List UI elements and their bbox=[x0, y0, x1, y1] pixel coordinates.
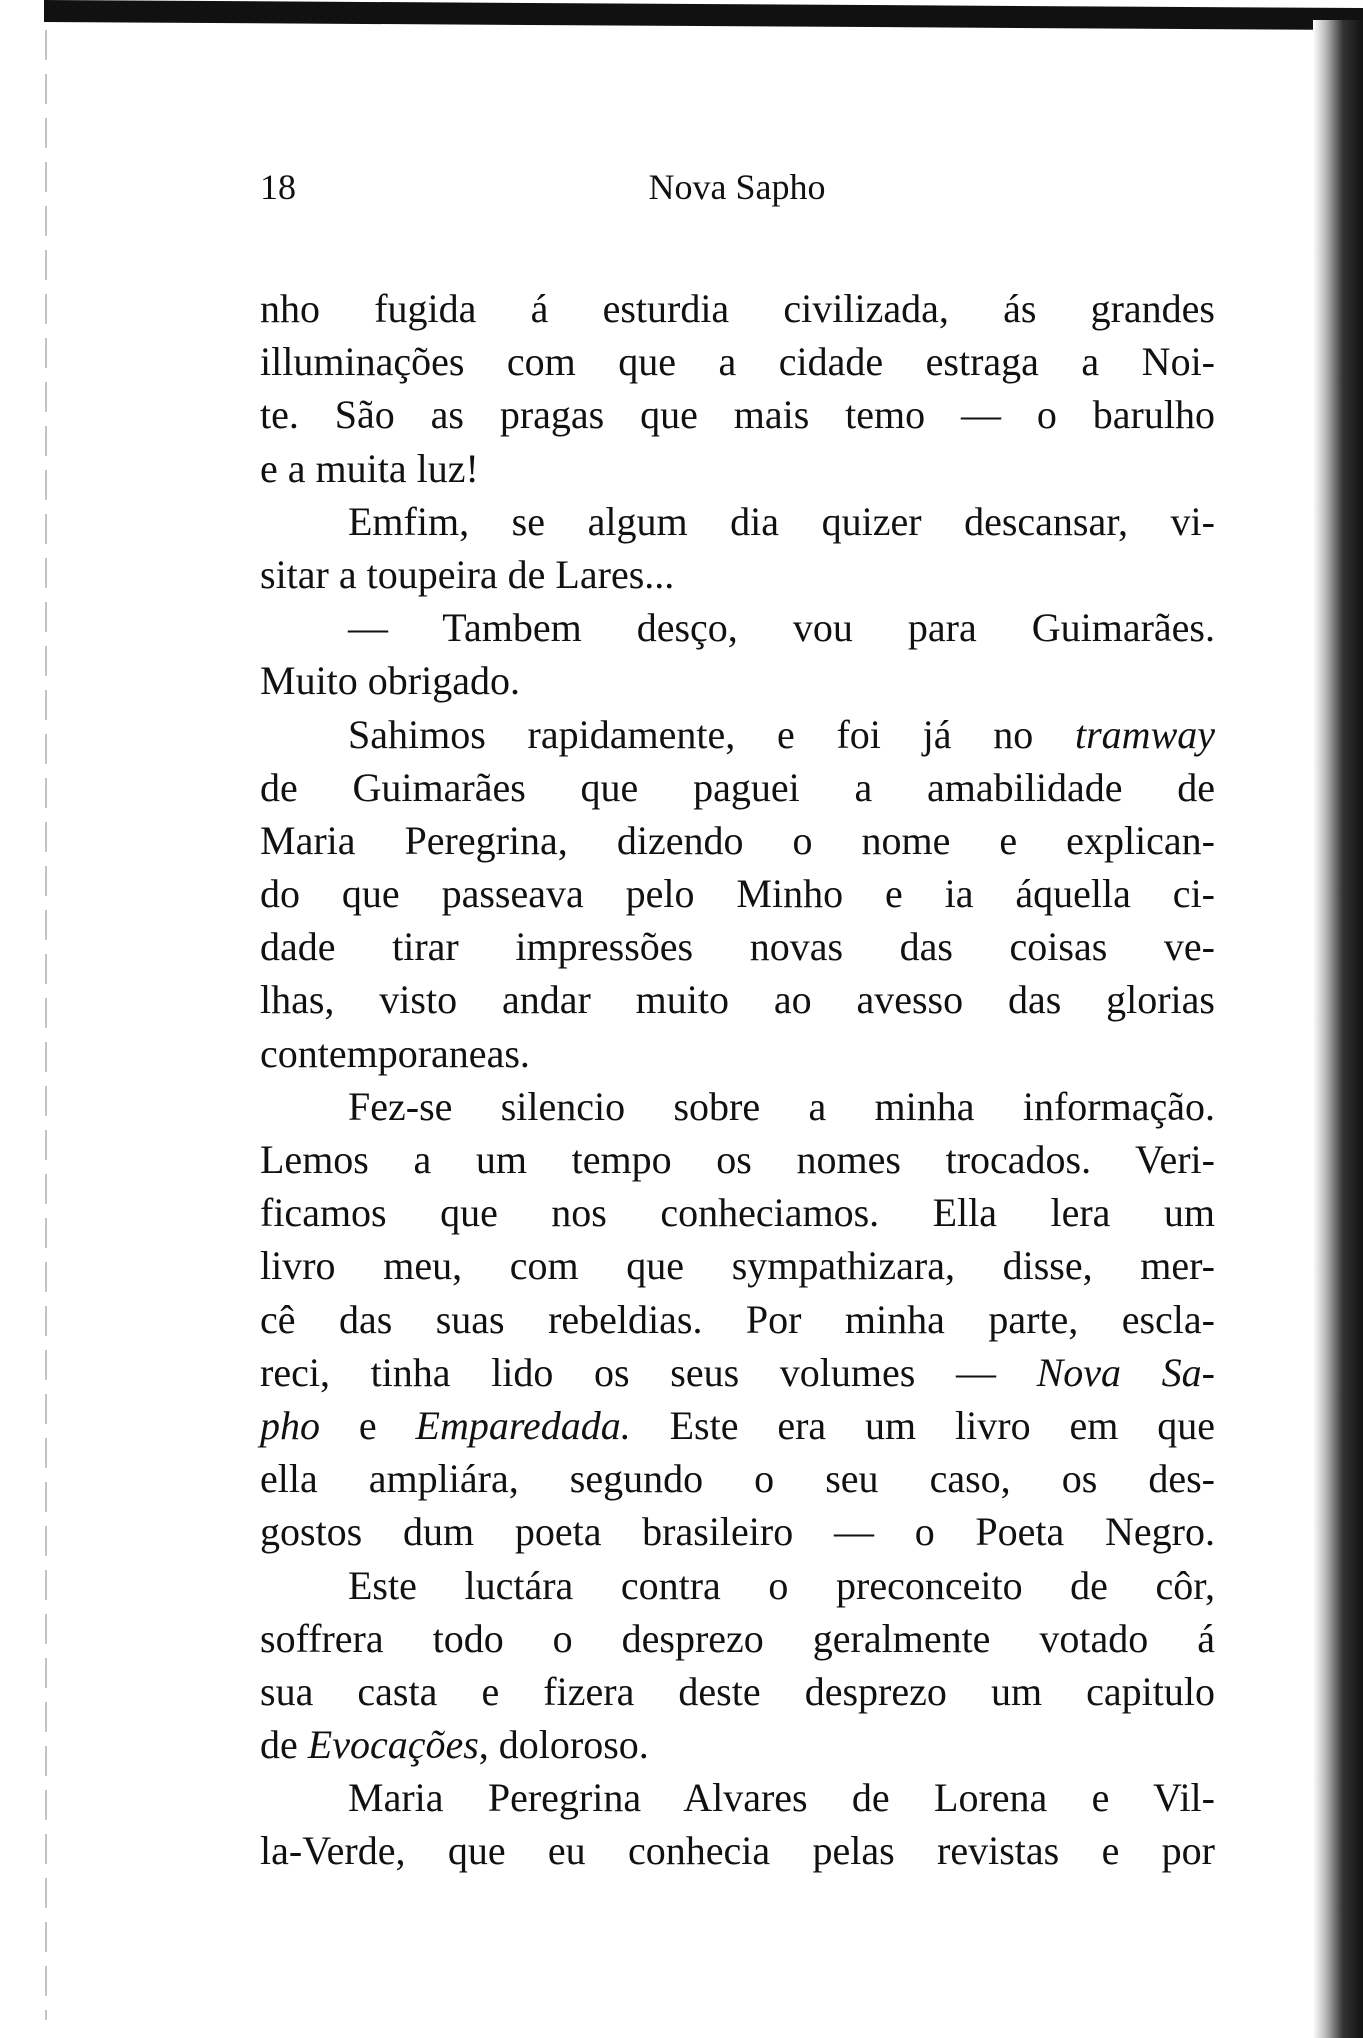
text-segment: Fez-se silencio sobre a minha informação. bbox=[348, 1083, 1215, 1129]
text-line bbox=[260, 388, 1215, 441]
text-segment: de bbox=[260, 1722, 308, 1768]
running-title: Nova Sapho bbox=[648, 167, 826, 207]
text-segment: Sahimos rapidamente, e foi já no bbox=[348, 711, 1075, 757]
text-segment: gostos dum poeta brasileiro — o Poeta Negro. bbox=[260, 1509, 1215, 1555]
text-line bbox=[260, 1452, 1215, 1505]
text-segment: nho fugida á esturdia civilizada, ás grandes bbox=[260, 286, 1215, 331]
italic-text: Emparedada. bbox=[415, 1402, 631, 1448]
text-line bbox=[260, 1027, 1215, 1080]
text-segment: ella ampliára, segundo o seu caso, os des- bbox=[260, 1456, 1215, 1502]
text-segment: la-Verde, que eu conhecia pelas revistas e por bbox=[260, 1828, 1215, 1874]
text-segment: e bbox=[320, 1402, 416, 1448]
text-segment: Lemos a um tempo os nomes trocados. Veri- bbox=[260, 1137, 1215, 1182]
text-line bbox=[260, 814, 1215, 867]
text-segment: Este luctára contra o preconceito de côr, bbox=[348, 1562, 1215, 1608]
text-line bbox=[260, 1559, 1215, 1612]
text-line bbox=[260, 548, 1215, 601]
text-segment: illuminações com que a cidade estraga a Noi- bbox=[260, 339, 1215, 385]
text-line bbox=[260, 654, 1215, 707]
text-segment: Emfim, se algum dia quizer descansar, vi- bbox=[348, 498, 1215, 544]
text-line bbox=[260, 1612, 1215, 1665]
text-segment: cê das suas rebeldias. Por minha parte, escla- bbox=[260, 1296, 1215, 1342]
text-line bbox=[260, 1239, 1215, 1292]
text-line bbox=[260, 1293, 1215, 1346]
text-segment: Maria Peregrina Alvares de Lorena e Vil- bbox=[348, 1775, 1215, 1821]
italic-text: Nova Sa- bbox=[1036, 1349, 1215, 1395]
text-segment: Muito obrigado. bbox=[260, 658, 520, 704]
text-line bbox=[260, 920, 1215, 973]
text-line bbox=[260, 1080, 1215, 1133]
text-line bbox=[260, 1505, 1215, 1558]
text-segment: soffrera todo o desprezo geralmente votado á bbox=[260, 1615, 1215, 1661]
page-number: 18 bbox=[260, 167, 296, 207]
text-line bbox=[260, 495, 1215, 548]
italic-text: pho bbox=[260, 1402, 320, 1448]
text-line bbox=[260, 708, 1215, 761]
text-line bbox=[260, 1133, 1215, 1186]
text-segment: contemporaneas. bbox=[260, 1030, 530, 1076]
text-segment: Maria Peregrina, dizendo o nome e explican- bbox=[260, 817, 1215, 863]
text-line bbox=[260, 761, 1215, 814]
italic-text: Evocações bbox=[307, 1722, 479, 1768]
text-segment: livro meu, com que sympathizara, disse, mer- bbox=[260, 1243, 1215, 1289]
text-line bbox=[260, 973, 1215, 1026]
text-line bbox=[260, 1186, 1215, 1239]
scan-page-edge bbox=[1313, 20, 1363, 2038]
body-text bbox=[260, 282, 1215, 1878]
text-segment: , doloroso. bbox=[478, 1722, 649, 1768]
text-segment: ficamos que nos conheciamos. Ella lera um bbox=[260, 1190, 1215, 1236]
text-segment: lhas, visto andar muito ao avesso das glorias bbox=[260, 977, 1215, 1023]
text-line bbox=[260, 601, 1215, 654]
scan-left-margin bbox=[45, 30, 47, 2020]
text-line bbox=[260, 1399, 1215, 1452]
text-segment: sitar a toupeira de Lares... bbox=[260, 551, 675, 597]
text-line bbox=[260, 867, 1215, 920]
italic-text: tramway bbox=[1075, 711, 1215, 757]
text-segment: e a muita luz! bbox=[260, 445, 479, 491]
text-line bbox=[260, 1665, 1215, 1718]
text-segment: — Tambem desço, vou para Guimarães. bbox=[348, 605, 1215, 651]
text-segment: sua casta e fizera deste desprezo um capitulo bbox=[260, 1668, 1215, 1714]
text-line bbox=[260, 282, 1215, 335]
text-segment: dade tirar impressões novas das coisas ve- bbox=[260, 924, 1215, 970]
text-line bbox=[260, 335, 1215, 388]
text-segment: de Guimarães que paguei a amabilidade de bbox=[260, 764, 1215, 810]
text-line bbox=[260, 1346, 1215, 1399]
text-segment: Este era um livro em que bbox=[630, 1402, 1215, 1448]
text-line bbox=[260, 1718, 1215, 1771]
text-line bbox=[260, 1771, 1215, 1824]
text-line bbox=[260, 1824, 1215, 1877]
text-segment: reci, tinha lido os seus volumes — bbox=[260, 1349, 1037, 1395]
scan-top-edge bbox=[44, 0, 1363, 30]
text-segment: te. São as pragas que mais temo — o barulho bbox=[260, 392, 1215, 438]
text-line bbox=[260, 442, 1215, 495]
text-segment: do que passeava pelo Minho e ia áquella ci- bbox=[260, 871, 1215, 917]
